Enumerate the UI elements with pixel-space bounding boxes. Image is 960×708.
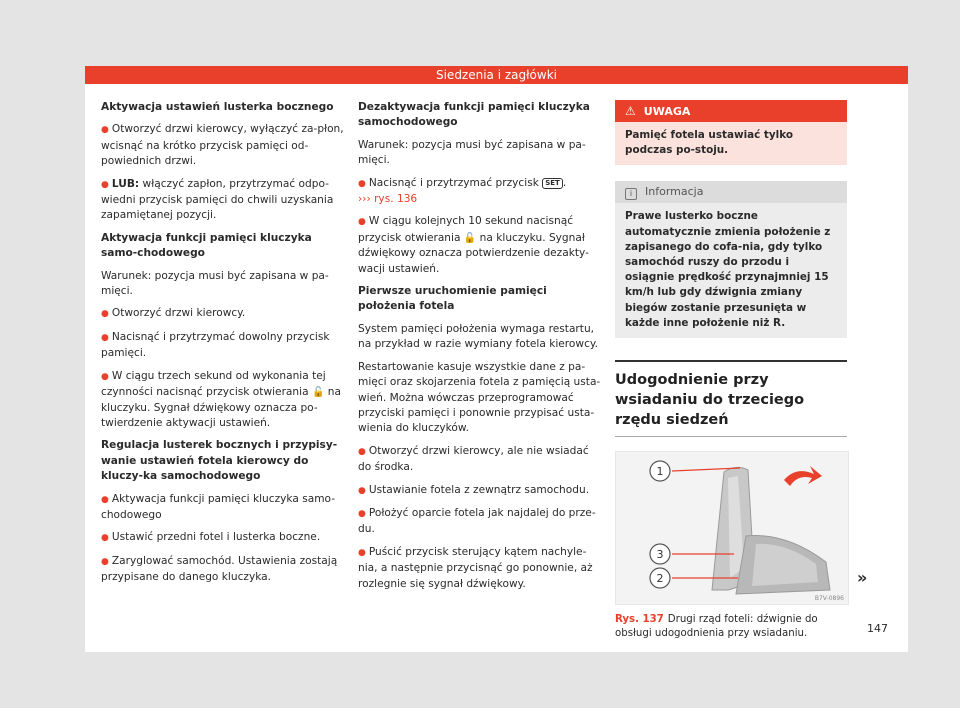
heading-mirror-activation: Aktywacja ustawień lusterka bocznego	[101, 101, 334, 113]
seat-lever-figure	[615, 451, 849, 605]
figure-caption: Rys. 137 Drugi rząd foteli: dźwignie do obsługi udogodnienia przy wsiadaniu.	[615, 614, 818, 640]
list-item: ● Otworzyć drzwi kierowcy, wyłączyć za-płon, wcisnąć na krótko przycisk pamięci od-powiednich drzwi.	[101, 123, 344, 168]
list-item: ● Zaryglować samochód. Ustawienia zostają przypisane do danego kluczyka.	[101, 554, 338, 584]
warning-text: Pamięć fotela ustawiać tylko podczas po-stoju.	[615, 122, 847, 165]
list-item: ● Puścić przycisk sterujący kątem nachyle-nia, a następnie przycisnąć go ponownie, aż rozlegnie się sygnał dźwiękowy.	[358, 545, 593, 590]
page-number: 147	[867, 622, 888, 635]
column-2	[358, 100, 602, 599]
heading-first-start-memory: Pierwsze uruchomienie pamięci położenia fotela	[358, 285, 547, 313]
paragraph: Warunek: pozycja musi być zapisana w pa-mięci.	[358, 138, 586, 167]
list-item: ● Ustawianie fotela z zewnątrz samochodu.	[358, 483, 590, 496]
info-text: Prawe lusterko boczne automatycznie zmienia położenie z zapisanego do cofa-nia, gdy tylko samochód ruszy do przodu i osiągnie prędkość przynajmniej 15 km/h lub gdy dźwignia zmiany biegów zostanie przesunięta w każde inne położenie niż R.	[615, 203, 847, 338]
list-item: ● Otworzyć drzwi kierowcy.	[101, 307, 246, 320]
column-1	[101, 100, 345, 593]
bullet-icon: ●	[358, 508, 366, 519]
figure-reference-link[interactable]: ››› rys. 136	[358, 193, 418, 206]
list-item: ● Położyć oparcie fotela jak najdalej do prze-du.	[358, 506, 596, 536]
column-3	[615, 100, 847, 641]
callout-3: 3	[656, 548, 664, 562]
chapter-header: Siedzenia i zagłówki	[85, 66, 908, 84]
figure-code: B7V-0896	[814, 595, 844, 603]
warning-box	[615, 100, 847, 165]
callout-2: 2	[656, 572, 664, 586]
info-box	[615, 181, 847, 338]
bullet-icon: ●	[358, 217, 366, 228]
list-item: ● Aktywacja funkcji pamięci kluczyka samo-chodowego	[101, 492, 336, 521]
set-button-icon: SET	[542, 178, 563, 189]
section-title: Udogodnienie przy wsiadaniu do trzeciego rzędu siedzeń	[615, 360, 847, 437]
list-item: ● Nacisnąć i przytrzymać przycisk SET . ››› rys. 136	[358, 176, 567, 206]
manual-page	[85, 66, 908, 652]
list-item: ● LUB: włączyć zapłon, przytrzymać odpo-wiedni przycisk pamięci do chwili uzyskania zapamiętanej pozycji.	[101, 177, 334, 222]
info-header: i Informacja	[615, 181, 847, 203]
heading-key-memory-deactivation: Dezaktywacja funkcji pamięci kluczyka samochodowego	[358, 101, 590, 129]
warning-header: ⚠ UWAGA	[615, 100, 847, 122]
bullet-icon: ●	[358, 547, 366, 558]
callout-1: 1	[656, 465, 664, 479]
bullet-icon: ●	[358, 446, 366, 457]
seat-illustration	[616, 452, 848, 604]
unlock-icon: 🔓	[311, 387, 325, 399]
bullet-icon: ●	[358, 485, 366, 496]
bullet-icon: ●	[101, 371, 109, 382]
list-item: ● Otworzyć drzwi kierowcy, ale nie wsiadać do środka.	[358, 444, 589, 474]
bullet-icon: ●	[101, 556, 109, 567]
list-item: ● Nacisnąć i przytrzymać dowolny przycisk pamięci.	[101, 330, 330, 360]
bullet-icon: ●	[358, 178, 366, 189]
list-item: ● W ciągu kolejnych 10 sekund nacisnąć przycisk otwierania 🔓 na kluczyku. Sygnał dźwiękowy oznacza potwierdzenie dezakty-wacji ustawień.	[358, 215, 589, 275]
bullet-icon: ●	[101, 533, 109, 544]
bullet-icon: ●	[101, 309, 109, 320]
heading-mirror-seat-key-assign: Regulacja lusterek bocznych i przypisy-wanie ustawień fotela kierowcy do kluczy-ka samochodowego	[101, 439, 338, 483]
paragraph: Restartowanie kasuje wszystkie dane z pa-mięci oraz skojarzenia fotela z pamięcią usta-wień. Można wówczas przeprogramować przyciski pamięci i ponownie przypisać usta-wienia do kluczyków.	[358, 360, 601, 435]
heading-key-memory-activation: Aktywacja funkcji pamięci kluczyka samo-chodowego	[101, 231, 312, 260]
unlock-icon: 🔓	[463, 232, 477, 244]
warning-triangle-icon: ⚠	[625, 104, 636, 118]
paragraph: Warunek: pozycja musi być zapisana w pa-mięci.	[101, 269, 329, 298]
bullet-icon: ●	[101, 125, 109, 136]
paragraph: System pamięci położenia wymaga restartu, na przykład w razie wymiany fotela kierowcy.	[358, 322, 599, 351]
list-item: ● Ustawić przedni fotel i lusterka boczne.	[101, 531, 321, 544]
info-icon: i	[625, 188, 637, 200]
bullet-icon: ●	[101, 494, 109, 505]
bullet-icon: ●	[101, 332, 109, 343]
continue-marker: »	[857, 568, 868, 587]
list-item: ● W ciągu trzech sekund od wykonania tej czynności nacisnąć przycisk otwierania 🔓 na kluczyku. Sygnał dźwiękowy oznacza po-twierdzenie aktywacji ustawień.	[101, 369, 341, 429]
bullet-icon: ●	[101, 179, 109, 190]
